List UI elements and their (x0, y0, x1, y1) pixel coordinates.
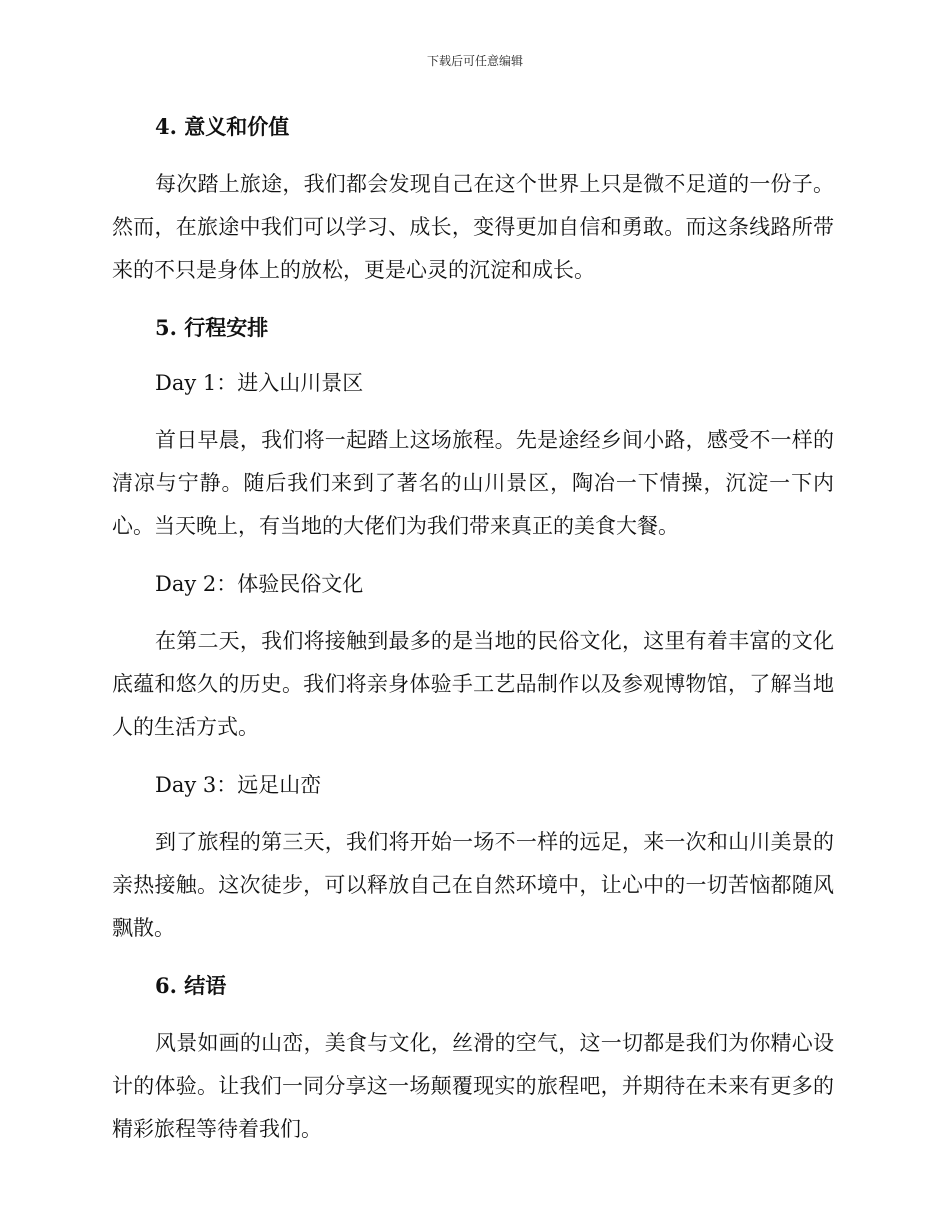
day-label-2: Day 2：体验民俗文化 (155, 572, 364, 596)
paragraph-day-3: 到了旅程的第三天，我们将开始一场不一样的远足，来一次和山川美景的亲热接触。这次徒步，可以释放自己在自然环境中，让心中的一切苦恼都随风飘散。 (112, 830, 834, 940)
section-heading-meaning: 4. 意义和价值 (155, 114, 290, 139)
paragraph-meaning: 每次踏上旅途，我们都会发现自己在这个世界上只是微不足道的一份子。然而，在旅途中我们可以学习、成长，变得更加自信和勇敢。而这条线路所带来的不只是身体上的放松，更是心灵的沉淀和成长。 (112, 172, 834, 282)
section-heading-itinerary: 5. 行程安排 (155, 315, 269, 340)
paragraph-day-1: 首日早晨，我们将一起踏上这场旅程。先是途经乡间小路，感受不一样的清凉与宁静。随后我们来到了著名的山川景区，陶冶一下情操，沉淀一下内心。当天晚上，有当地的大佬们为我们带来真正的美食大餐。 (112, 428, 834, 538)
document-body (112, 108, 834, 1168)
paragraph-conclusion: 风景如画的山峦，美食与文化，丝滑的空气，这一切都是我们为你精心设计的体验。让我们一同分享这一场颠覆现实的旅程吧，并期待在未来有更多的精彩旅程等待着我们。 (112, 1031, 834, 1141)
day-label-1: Day 1：进入山川景区 (155, 371, 364, 395)
header-note: 下载后可任意编辑 (426, 54, 523, 68)
day-label-3: Day 3：远足山峦 (155, 773, 322, 797)
paragraph-day-2: 在第二天，我们将接触到最多的是当地的民俗文化，这里有着丰富的文化底蕴和悠久的历史。我们将亲身体验手工艺品制作以及参观博物馆，了解当地人的生活方式。 (112, 629, 834, 739)
section-heading-conclusion: 6. 结语 (155, 973, 227, 998)
